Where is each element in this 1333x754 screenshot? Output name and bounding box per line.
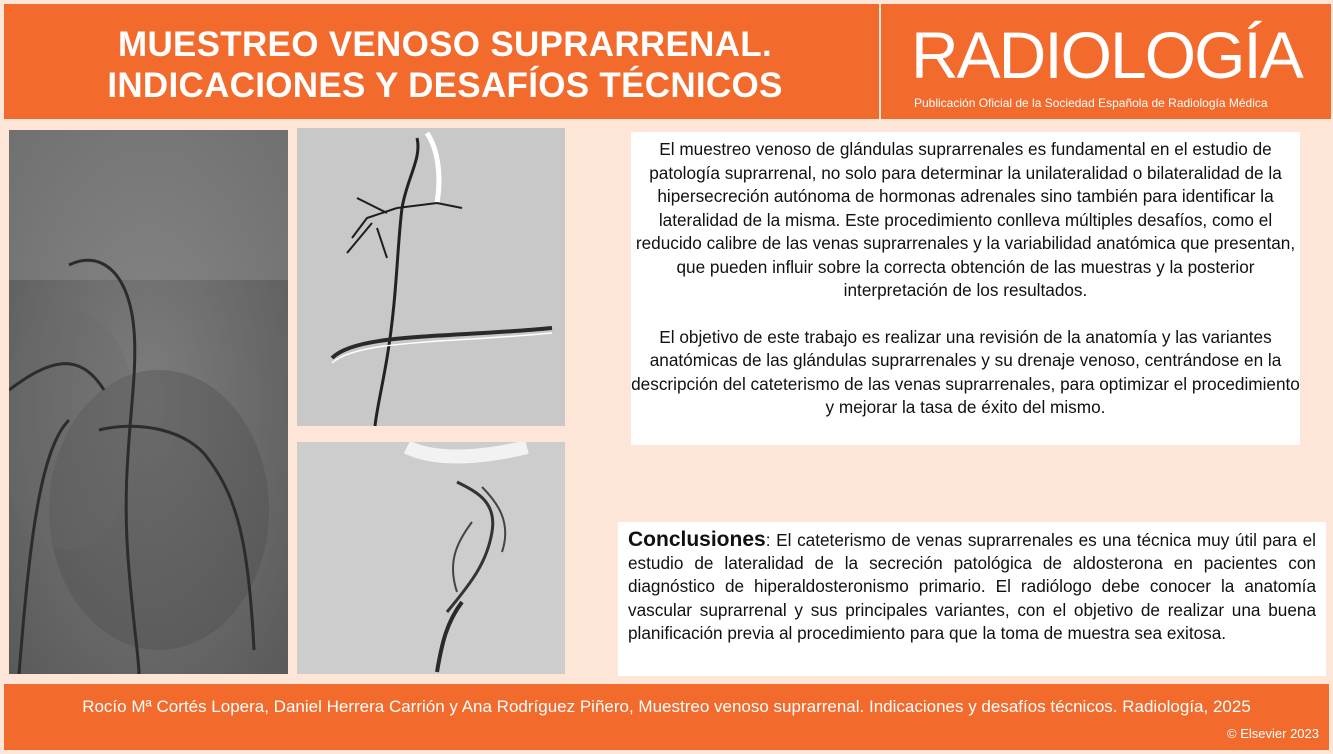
intro-paragraph-1: El muestreo venoso de glándulas suprarrenales es fundamental en el estudio de patología suprarrenal, no solo para determinar la unilateralidad o bilateralidad de la hipersecreción autónoma de hormonas adrenales sino también para identificar la lateralidad de la misma. Este procedimiento conlleva múltiples desafíos, como el reducido calibre de las venas suprarrenales y la variabilidad anatómica que presentan, que pueden influir sobre la correcta obtención de las muestras y la posterior interpretación de los resultados. — [635, 139, 1296, 300]
journal-name: RADIOLOGÍA — [911, 18, 1302, 92]
venography-image-top — [297, 128, 565, 426]
fluoroscopy-image-catheter — [9, 130, 288, 674]
copyright-text: © Elsevier 2023 — [1227, 726, 1319, 741]
venography-image-bottom — [297, 442, 565, 674]
intro-paragraph-2: El objetivo de este trabajo es realizar una revisión de la anatomía y las variantes anatómicas de las glándulas suprarrenales y su drenaje venoso, centrándose en la descripción del cateterismo de las venas suprarrenales, para optimizar el procedimiento y mejorar la tasa de éxito del mismo. — [631, 326, 1300, 417]
conclusions-text — [618, 522, 1326, 676]
journal-logo — [879, 4, 1331, 119]
journal-subtitle: Publicación Oficial de la Sociedad Española de Radiología Médica — [914, 96, 1268, 110]
footer-banner — [4, 684, 1329, 750]
title-line-1: MUESTREO VENOSO SUPRARRENAL. — [117, 25, 773, 64]
citation-text: Rocío Mª Cortés Lopera, Daniel Herrera Carrión y Ana Rodríguez Piñero, Muestreo venoso suprarrenal. Indicaciones y desafíos técnicos. Radiología, 2025 — [82, 697, 1251, 716]
introduction-text — [631, 132, 1300, 445]
conclusions-body: : El cateterismo de venas suprarrenales es una técnica muy útil para el estudio de lateralidad de la secreción patológica de aldosterona en pacientes con diagnóstico de hiperaldosteronismo primario. El radiólogo debe conocer la anatomía vascular suprarrenal y sus principales variantes, con el objetivo de realizar una buena planificación previa al procedimiento para que la toma de muestra sea exitosa. — [628, 530, 1316, 643]
page-title — [20, 24, 870, 106]
conclusions-heading: Conclusiones — [628, 528, 766, 551]
title-line-2: INDICACIONES Y DESAFÍOS TÉCNICOS — [107, 66, 783, 105]
